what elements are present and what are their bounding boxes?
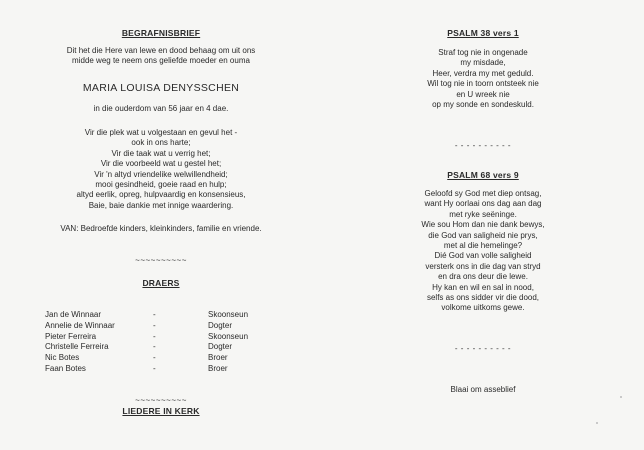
bearer-relation: Dogter — [208, 320, 233, 330]
intro-line: Dit het die Here van lewe en dood behaag om uit ons — [66, 46, 256, 55]
intro-text — [0, 46, 322, 67]
bearer-relation: Skoonseun — [208, 310, 249, 319]
bearer-row — [45, 310, 285, 321]
psalm-line: die God van saligheid nie prys, — [428, 230, 538, 240]
psalm-line: en dra ons deur die lewe. — [438, 272, 528, 282]
bearer-row — [45, 321, 285, 332]
psalm-line: Heer, verdra my met geduld. — [432, 68, 534, 78]
right-page — [322, 0, 644, 450]
bearers-list — [45, 310, 285, 375]
bearer-row — [45, 342, 285, 353]
bearer-row — [45, 332, 285, 343]
tribute-line: Vir 'n altyd vriendelike welwillendheid; — [94, 169, 228, 179]
bearer-relation: Dogter — [208, 342, 233, 352]
separator: - - - - - - - - - - — [454, 344, 512, 353]
psalm-68-title: PSALM 68 vers 9 — [447, 170, 519, 180]
tribute-line: Vir die plek wat u volgestaan en gevul het - — [84, 128, 238, 137]
tribute-line: mooi gesindheid, goeie raad en hulp; — [95, 180, 227, 190]
bearers-title: DRAERS — [142, 278, 180, 288]
bearer-row — [45, 353, 285, 364]
intro-line: midde weg te neem ons geliefde moeder en ouma — [72, 56, 250, 66]
psalm-line: op my sonde en sondeskuld. — [432, 100, 534, 110]
bearer-name: Nic Botes — [45, 353, 80, 363]
psalm-line: Dié God van volle saligheid — [434, 251, 532, 261]
tribute-line: Vir die voorbeeld wat u gestel het; — [100, 159, 222, 169]
psalm-line: Wil tog nie in toorn ontsteek nie — [427, 79, 539, 89]
tribute-text — [0, 128, 322, 211]
psalm-line: selfs as ons sidder vir die dood, — [426, 293, 540, 303]
bearer-dash: - — [153, 363, 156, 373]
closing-text: Blaai om asseblief — [450, 385, 516, 394]
bearer-row — [45, 364, 285, 375]
bearer-dash: - — [153, 310, 156, 319]
bearer-name: Faan Botes — [45, 363, 86, 373]
psalm-line: met ryke seëninge. — [449, 209, 517, 219]
bearer-name: Jan de Winnaar — [45, 310, 102, 319]
psalm-line: Wie sou Hom dan nie dank bewys, — [421, 220, 545, 230]
from-text: VAN: Bedroefde kinders, kleinkinders, familie en vriende. — [60, 224, 262, 233]
bearer-dash: - — [153, 320, 156, 330]
psalm-line: Hy kan en wil en sal in nood, — [432, 282, 534, 292]
separator: ~~~~~~~~~~ — [135, 256, 187, 265]
page-title: BEGRAFNISBRIEF — [121, 28, 201, 38]
age-text: in die ouderdom van 56 jaar en 4 dae. — [93, 104, 229, 113]
psalm-line: Geloofd sy God met diep ontsag, — [424, 189, 542, 198]
separator: - - - - - - - - - - — [454, 141, 512, 150]
psalm-line: volkome uitkoms gewe. — [441, 303, 525, 313]
psalm-line: met al die hemelinge? — [443, 241, 523, 251]
bearer-relation: Broer — [208, 353, 228, 363]
hymns-title: LIEDERE IN KERK — [122, 406, 200, 416]
bearer-name: Pieter Ferreira — [45, 331, 97, 341]
tribute-line: Baie, baie dankie met innige waardering. — [88, 200, 234, 210]
tribute-line: altyd eerlik, opreg, hulpvaardig en konsensieus, — [76, 190, 246, 200]
paper-speck — [596, 422, 598, 424]
deceased-name: MARIA LOUISA DENYSSCHEN — [82, 82, 240, 94]
psalm-68-text — [322, 189, 644, 314]
bearer-name: Annelie de Winnaar — [45, 320, 115, 330]
bearer-name: Christelle Ferreira — [45, 342, 109, 352]
psalm-line: my misdade, — [460, 58, 506, 68]
bearer-dash: - — [153, 353, 156, 363]
psalm-line: Straf tog nie in ongenade — [438, 48, 528, 57]
psalm-line: want Hy oorlaai ons dag aan dag — [424, 199, 542, 209]
tribute-line: Vir die taak wat u verrig het; — [111, 148, 211, 158]
paper-speck — [620, 396, 622, 398]
bearer-relation: Skoonseun — [208, 331, 249, 341]
separator: ~~~~~~~~~~ — [135, 396, 187, 405]
bearer-dash: - — [153, 331, 156, 341]
psalm-38-text — [322, 48, 644, 110]
tribute-line: ook in ons harte; — [131, 138, 191, 148]
bearer-relation: Broer — [208, 363, 228, 373]
bearer-dash: - — [153, 342, 156, 352]
psalm-line: en U wreek nie — [456, 89, 510, 99]
psalm-38-title: PSALM 38 vers 1 — [447, 28, 519, 38]
psalm-line: versterk ons in die dag van stryd — [425, 261, 541, 271]
